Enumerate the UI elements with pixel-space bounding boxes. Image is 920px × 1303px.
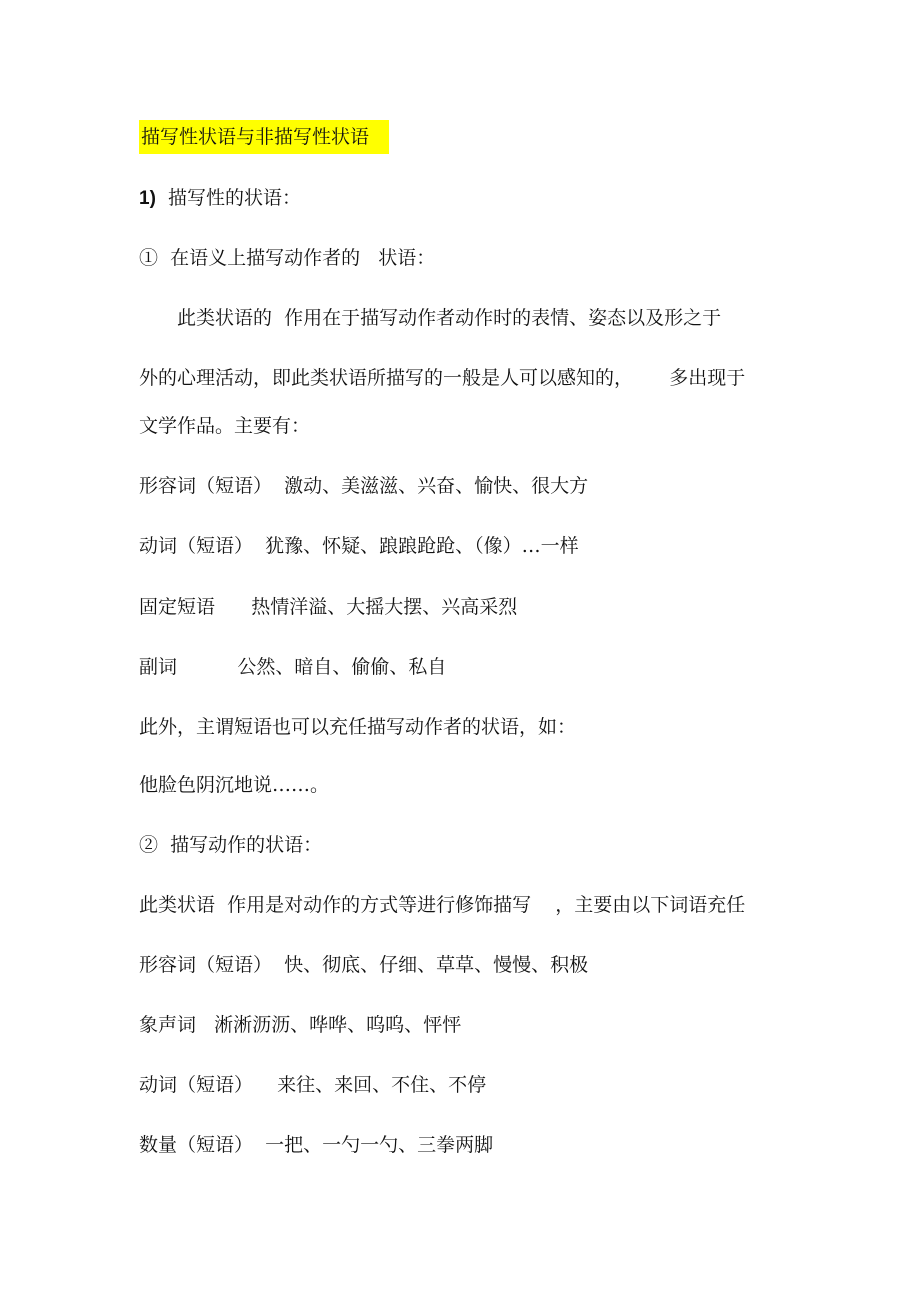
list-item: 动词（短语） 犹豫、怀疑、踉踉跄跄、（像）…一样 [139, 535, 579, 557]
list-item: 形容词（短语） 快、彻底、仔细、草草、慢慢、积极 [139, 954, 589, 976]
list-item: 象声词 淅淅沥沥、哗哗、呜呜、怦怦 [139, 1014, 462, 1036]
list-item: 形容词（短语） 激动、美滋滋、兴奋、愉快、很大方 [139, 475, 589, 497]
paragraph-line: 文学作品。主要有： [139, 415, 311, 437]
paragraph-line: 外的心理活动，即此类状语所描写的一般是人可以感知的， 多出现于 [139, 367, 746, 389]
section-heading-text: 描写性的状语： [155, 187, 301, 209]
document-title: 描写性状语与非描写性状语 [139, 120, 389, 154]
section-number: 1) [139, 188, 156, 209]
section-heading-1 [139, 185, 301, 212]
paragraph-line: 此类状语的 作用在于描写动作者动作时的表情、姿态以及形之于 [177, 307, 722, 329]
list-item: 数量（短语） 一把、一勺一勺、三拳两脚 [139, 1134, 494, 1156]
example-text: 他脸色阴沉地说……。 [139, 774, 330, 796]
note-text: 此外，主谓短语也可以充任描写动作者的状语，如： [139, 716, 577, 738]
list-item: 固定短语 热情洋溢、大摇大摆、兴高采烈 [139, 596, 518, 618]
list-item: 动词（短语） 来往、来回、不住、不停 [139, 1074, 487, 1096]
paragraph-line: 此类状语 作用是对动作的方式等进行修饰描写 ，主要由以下词语充任 [139, 894, 746, 916]
subsection-heading-1: ① 在语义上描写动作者的 状语： [139, 247, 436, 269]
list-item: 副词 公然、暗自、偷偷、私自 [139, 656, 447, 678]
subsection-heading-2: ② 描写动作的状语： [139, 834, 323, 856]
